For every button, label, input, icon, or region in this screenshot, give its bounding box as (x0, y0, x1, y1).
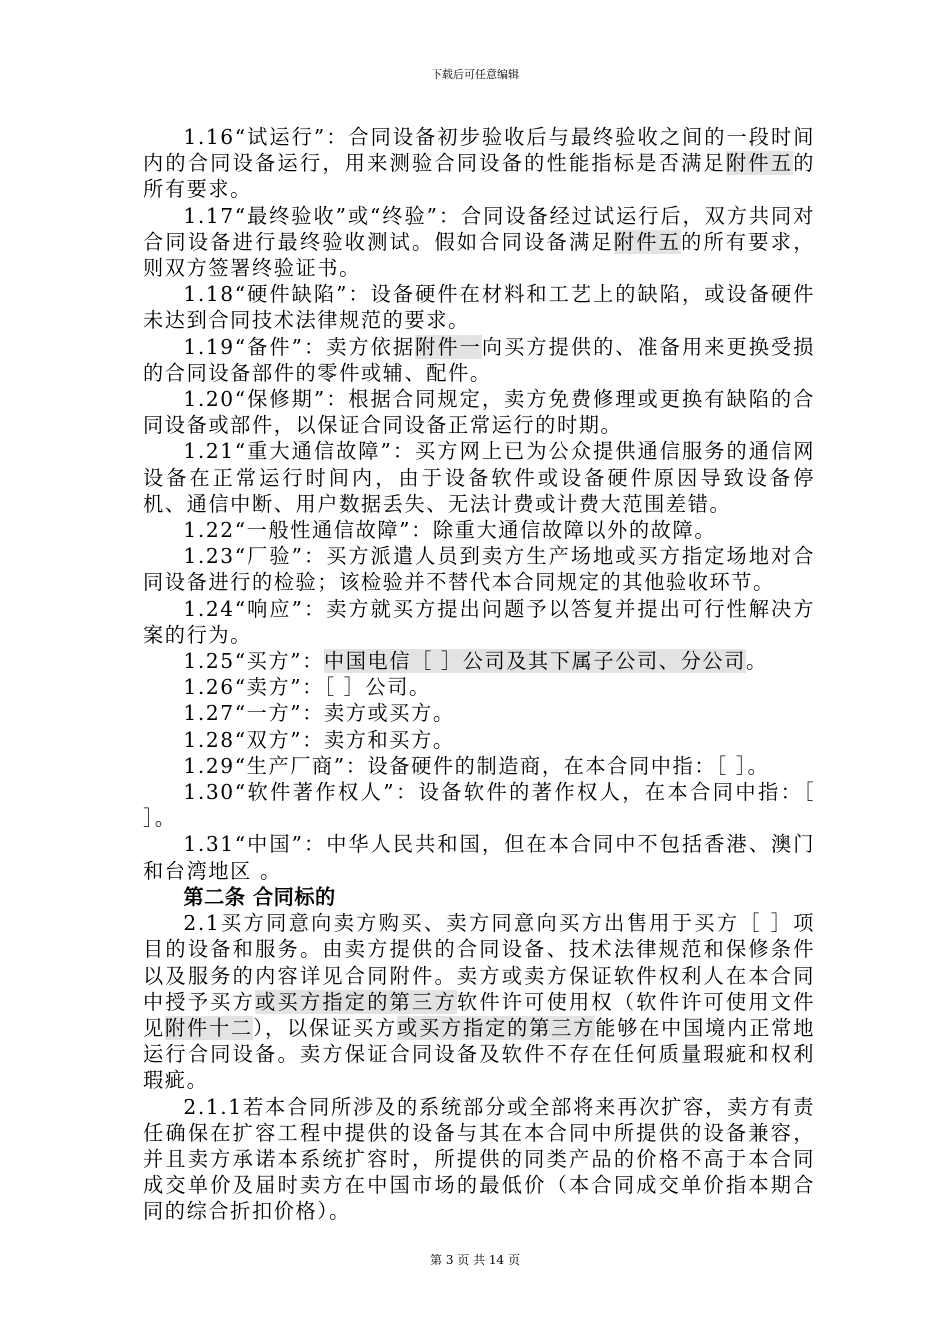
paragraph-text: 1.30“软件著作权人”：设备软件的著作权人，在本合同中指：［ ］。 (143, 780, 815, 831)
paragraph-text: 向买方提供的、准备用来更换受损的合同设备部件的零件或辅、配件。 (143, 334, 815, 385)
page-footer: 第 3 页 共 14 页 (430, 1253, 520, 1267)
paragraph-1-19 (143, 334, 815, 386)
paragraph-text: 的所有要求，则双方签署终验证书。 (143, 229, 815, 281)
paragraph-text: 1.31“中国”：中华人民共和国，但在本合同中不包括香港、澳门和台湾地区 。 (143, 832, 815, 883)
paragraph-text: 1.19“备件”：卖方依据 (183, 334, 416, 359)
paragraph-1-27 (143, 700, 815, 726)
paragraph-text: 2.1买方同意向卖方购买、卖方同意向买方出售用于买方［ ］项目的设备和服务。由卖方提供的合同设备、技术法律规范和保修条件以及服务的内容详见合同附件。卖方或卖方保证软件权利人在本合同中授予买方 (143, 911, 815, 1014)
paragraph-text: 1.21“重大通信故障”：买方网上已为公众提供通信服务的通信网设备在正常运行时间内，由于设备软件或设备硬件原因导致设备停机、通信中断、用户数据丢失、无法计费或计费大范围差错。 (143, 439, 815, 516)
highlighted-text: 附件十二 (165, 1015, 254, 1040)
paragraph-2-1-1 (143, 1094, 815, 1225)
paragraph-text: 第二条 合同标的 (183, 884, 336, 909)
paragraph-1-16 (143, 124, 815, 203)
paragraph-text: 1.18“硬件缺陷”：设备硬件在材料和工艺上的缺陷，或设备硬件未达到合同技术法律规范的要求。 (143, 282, 815, 333)
paragraph-text: ），以保证买方 (253, 1015, 398, 1040)
paragraph-text: 软件许可使用权（软件许可使用文件见 (143, 989, 815, 1040)
paragraph-1-25 (143, 648, 815, 674)
highlighted-text: 附件五 (613, 229, 682, 254)
paragraph-1-28 (143, 727, 815, 753)
paragraph-1-31 (143, 831, 815, 883)
paragraph-text: 1.20“保修期”：根据合同规定，卖方免费修理或更换有缺陷的合同设备或部件，以保证合同设备正常运行的时期。 (143, 387, 815, 438)
paragraph-text: 能够在中国境内正常地运行合同设备。卖方保证合同设备及软件不存在任何质量瑕疵和权利瑕疵。 (143, 1015, 815, 1093)
paragraph-text: 1.25“买方”： (183, 649, 324, 674)
paragraph-text: 1.29“生产厂商”：设备硬件的制造商，在本合同中指：［ ］。 (183, 753, 770, 778)
paragraph-text: 的所有要求。 (143, 151, 815, 202)
paragraph-1-20 (143, 386, 815, 438)
paragraph-text: 1.26“卖方”：［ ］公司。 (183, 675, 431, 700)
paragraph-1-26 (143, 674, 815, 700)
paragraph-1-23 (143, 543, 815, 595)
paragraph-1-18 (143, 281, 815, 333)
paragraph-text: 1.28“双方”：卖方和买方。 (183, 727, 455, 752)
paragraph-1-30 (143, 779, 815, 831)
page-header: 下载后可任意编辑 (431, 68, 519, 81)
paragraph-text: 1.27“一方”：卖方或买方。 (183, 701, 455, 726)
paragraph-text: 1.22“一般性通信故障”：除重大通信故障以外的故障。 (183, 518, 717, 543)
paragraph-1-29 (143, 753, 815, 779)
paragraph-text: 1.24“响应”：卖方就买方提出问题予以答复并提出可行性解决方案的行为。 (143, 596, 815, 647)
paragraph-text: 1.23“厂验”：买方派遣人员到卖方生产场地或买方指定场地对合同设备进行的检验；该检验并不替代本合同规定的其他验收环节。 (143, 544, 815, 595)
section-heading (143, 884, 815, 910)
paragraph-2-1 (143, 910, 815, 1093)
highlighted-text: 或买方指定的第三方 (397, 1015, 596, 1040)
paragraph-1-22 (143, 517, 815, 543)
paragraph-1-24 (143, 596, 815, 648)
highlighted-text: 附件五 (725, 151, 794, 176)
highlighted-text: 或买方指定的第三方 (255, 989, 457, 1014)
paragraph-text: 1.17“最终验收”或“终验”：合同设备经过试运行后，双方共同对合同设备进行最终验收测试。假如合同设备满足 (143, 203, 815, 254)
paragraph-text: 2.1.1若本合同所涉及的系统部分或全部将来再次扩容，卖方有责任确保在扩容工程中提供的设备与其在本合同中所提供的设备兼容，并且卖方承诺本系统扩容时，所提供的同类产品的价格不高于本合同成交单价及届时卖方在中国市场的最低价（本合同成交单价指本期合同的综合折扣价格）。 (143, 1094, 815, 1224)
highlighted-text: 中国电信［ ］公司及其下属子公司、分公司 (323, 649, 746, 674)
paragraph-text: 1.16“试运行”：合同设备初步验收后与最终验收之间的一段时间内的合同设备运行，用来测验合同设备的性能指标是否满足 (143, 125, 815, 176)
paragraph-1-17 (143, 203, 815, 282)
paragraph-text: 。 (745, 649, 768, 674)
highlighted-text: 附件一 (415, 334, 482, 359)
paragraph-1-21 (143, 438, 815, 517)
document-body (143, 124, 815, 1225)
